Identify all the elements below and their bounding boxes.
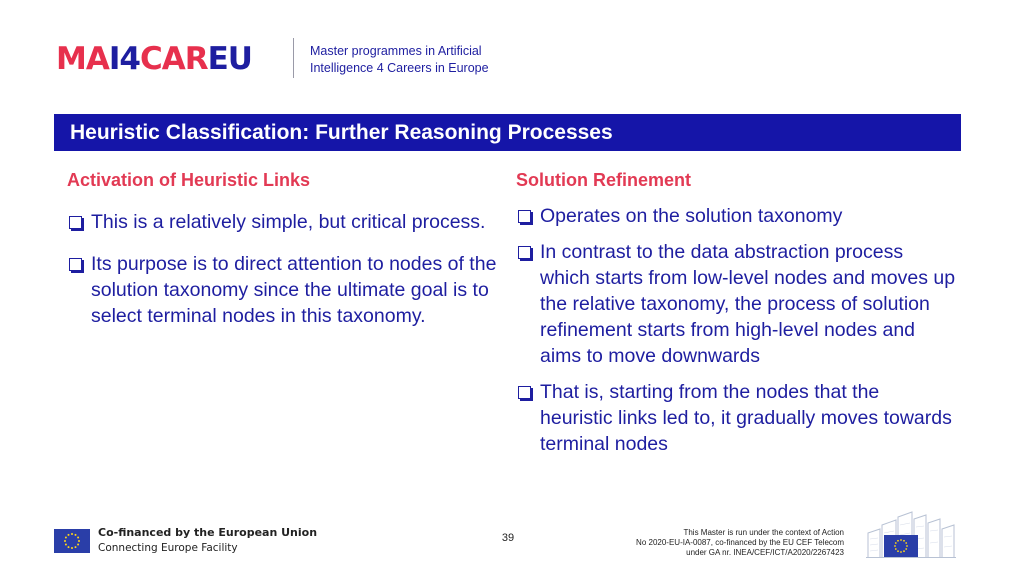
header-divider xyxy=(293,38,294,78)
left-column xyxy=(67,168,507,329)
checkbox-bullet-icon xyxy=(69,258,82,271)
page-number: 39 xyxy=(501,532,515,544)
logo-part-eu: EU xyxy=(207,41,252,77)
cofinanced-line-1: Co-financed by the European Union xyxy=(98,526,318,539)
bullet-text: Operates on the solution taxonomy xyxy=(540,205,843,227)
cofinanced-line-2: Connecting Europe Facility xyxy=(98,542,238,554)
funding-notice-line-1: This Master is run under the context of Action xyxy=(683,528,844,537)
list-item xyxy=(67,209,507,235)
checkbox-bullet-icon xyxy=(518,386,531,399)
list-item xyxy=(67,251,507,329)
list-item xyxy=(516,203,956,229)
bullet-text: This is a relatively simple, but critical process. xyxy=(91,211,486,233)
slide-title-bar xyxy=(54,114,961,151)
logo-part-ai: I4 xyxy=(108,41,140,77)
european-commission-logo-icon xyxy=(866,511,956,559)
checkbox-bullet-icon xyxy=(518,210,531,223)
bullet-text: Its purpose is to direct attention to nodes of the solution taxonomy since the ultimate goal is to select terminal nodes in this taxonomy. xyxy=(91,253,497,327)
tagline-line-2: Intelligence 4 Careers in Europe xyxy=(310,61,489,75)
programme-tagline xyxy=(310,43,489,77)
right-bullet-list xyxy=(516,203,956,457)
left-bullet-list xyxy=(67,209,507,329)
tagline-line-1: Master programmes in Artificial xyxy=(310,44,482,58)
checkbox-bullet-icon xyxy=(69,216,82,229)
logo-part-ma: MA xyxy=(56,41,109,77)
right-column xyxy=(516,168,956,457)
checkbox-bullet-icon xyxy=(518,246,531,259)
eu-flag-icon xyxy=(54,529,90,553)
funding-notice-line-3: under GA nr. INEA/CEF/ICT/A2020/2267423 xyxy=(686,548,844,557)
left-column-heading: Activation of Heuristic Links xyxy=(67,170,311,190)
right-column-heading: Solution Refinement xyxy=(516,170,691,190)
funding-notice-line-2: No 2020-EU-IA-0087, co-financed by the EU CEF Telecom xyxy=(636,538,844,547)
bullet-text: That is, starting from the nodes that the heuristic links led to, it gradually moves towards terminal nodes xyxy=(540,381,952,455)
bullet-text: In contrast to the data abstraction process which starts from low-level nodes and moves up the relative taxonomy, the process of solution refinement starts from high-level nodes and aims to move downwards xyxy=(540,241,956,367)
slide-title: Heuristic Classification: Further Reasoning Processes xyxy=(70,121,613,144)
logo-part-car: CAR xyxy=(139,41,208,77)
cofinanced-notice xyxy=(98,525,317,557)
list-item xyxy=(516,239,956,369)
funding-notice xyxy=(636,528,844,558)
mai4careu-logo xyxy=(56,41,252,77)
list-item xyxy=(516,379,956,457)
